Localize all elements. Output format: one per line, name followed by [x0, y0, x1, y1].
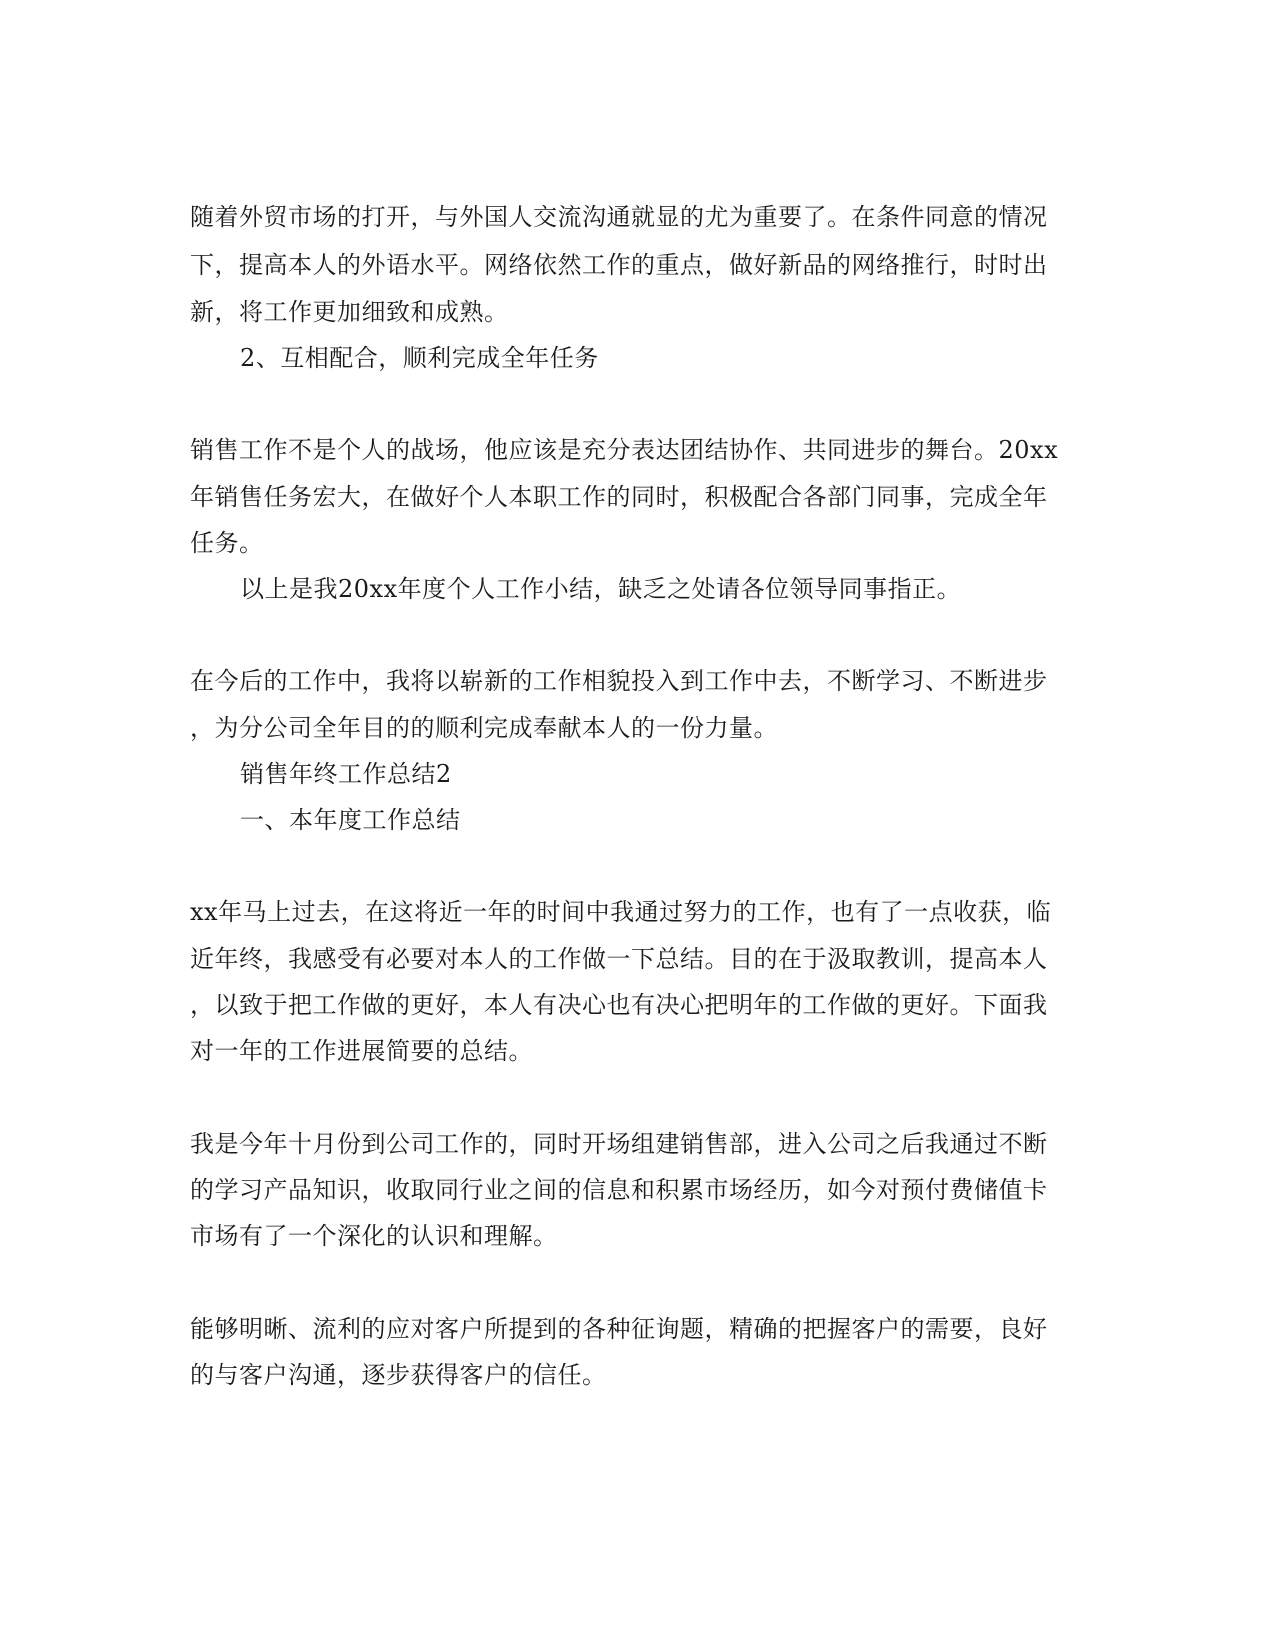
section-heading: 一、本年度工作总结 [240, 806, 461, 834]
paragraph-line: ，为分公司全年目的的顺利完成奉献本人的一份力量。 [190, 714, 778, 742]
paragraph-line: 新，将工作更加细致和成熟。 [190, 298, 509, 326]
paragraph-line: 下，提高本人的外语水平。网络依然工作的重点，做好新品的网络推行，时时出 [190, 251, 1048, 279]
paragraph-line: 年销售任务宏大，在做好个人本职工作的同时，积极配合各部门同事，完成全年 [190, 483, 1048, 511]
paragraph-line: 随着外贸市场的打开，与外国人交流沟通就显的尤为重要了。在条件同意的情况 [190, 203, 1048, 231]
paragraph-line: 近年终，我感受有必要对本人的工作做一下总结。目的在于汲取教训，提高本人 [190, 945, 1048, 973]
paragraph-line: 能够明晰、流利的应对客户所提到的各种征询题，精确的把握客户的需要，良好 [190, 1315, 1048, 1343]
paragraph-line: 我是今年十月份到公司工作的，同时开场组建销售部，进入公司之后我通过不断 [190, 1130, 1048, 1158]
paragraph-line: 销售工作不是个人的战场，他应该是充分表达团结协作、共同进步的舞台。20xx [190, 436, 1059, 464]
paragraph-line: 以上是我20xx年度个人工作小结，缺乏之处请各位领导同事指正。 [240, 575, 962, 603]
document-title: 销售年终工作总结2 [240, 760, 452, 788]
paragraph-line: 的学习产品知识，收取同行业之间的信息和积累市场经历，如今对预付费储值卡 [190, 1176, 1048, 1204]
paragraph-line: 市场有了一个深化的认识和理解。 [190, 1222, 558, 1250]
paragraph-line: 任务。 [190, 529, 264, 557]
paragraph-line: 在今后的工作中，我将以崭新的工作相貌投入到工作中去，不断学习、不断进步 [190, 667, 1048, 695]
paragraph-line: ，以致于把工作做的更好，本人有决心也有决心把明年的工作做的更好。下面我 [190, 991, 1048, 1019]
paragraph-line: 的与客户沟通，逐步获得客户的信任。 [190, 1361, 607, 1389]
paragraph-line: xx年马上过去，在这将近一年的时间中我通过努力的工作，也有了一点收获，临 [190, 898, 1052, 926]
paragraph-line: 对一年的工作进展简要的总结。 [190, 1037, 533, 1065]
section-heading: 2、互相配合，顺利完成全年任务 [240, 344, 599, 372]
